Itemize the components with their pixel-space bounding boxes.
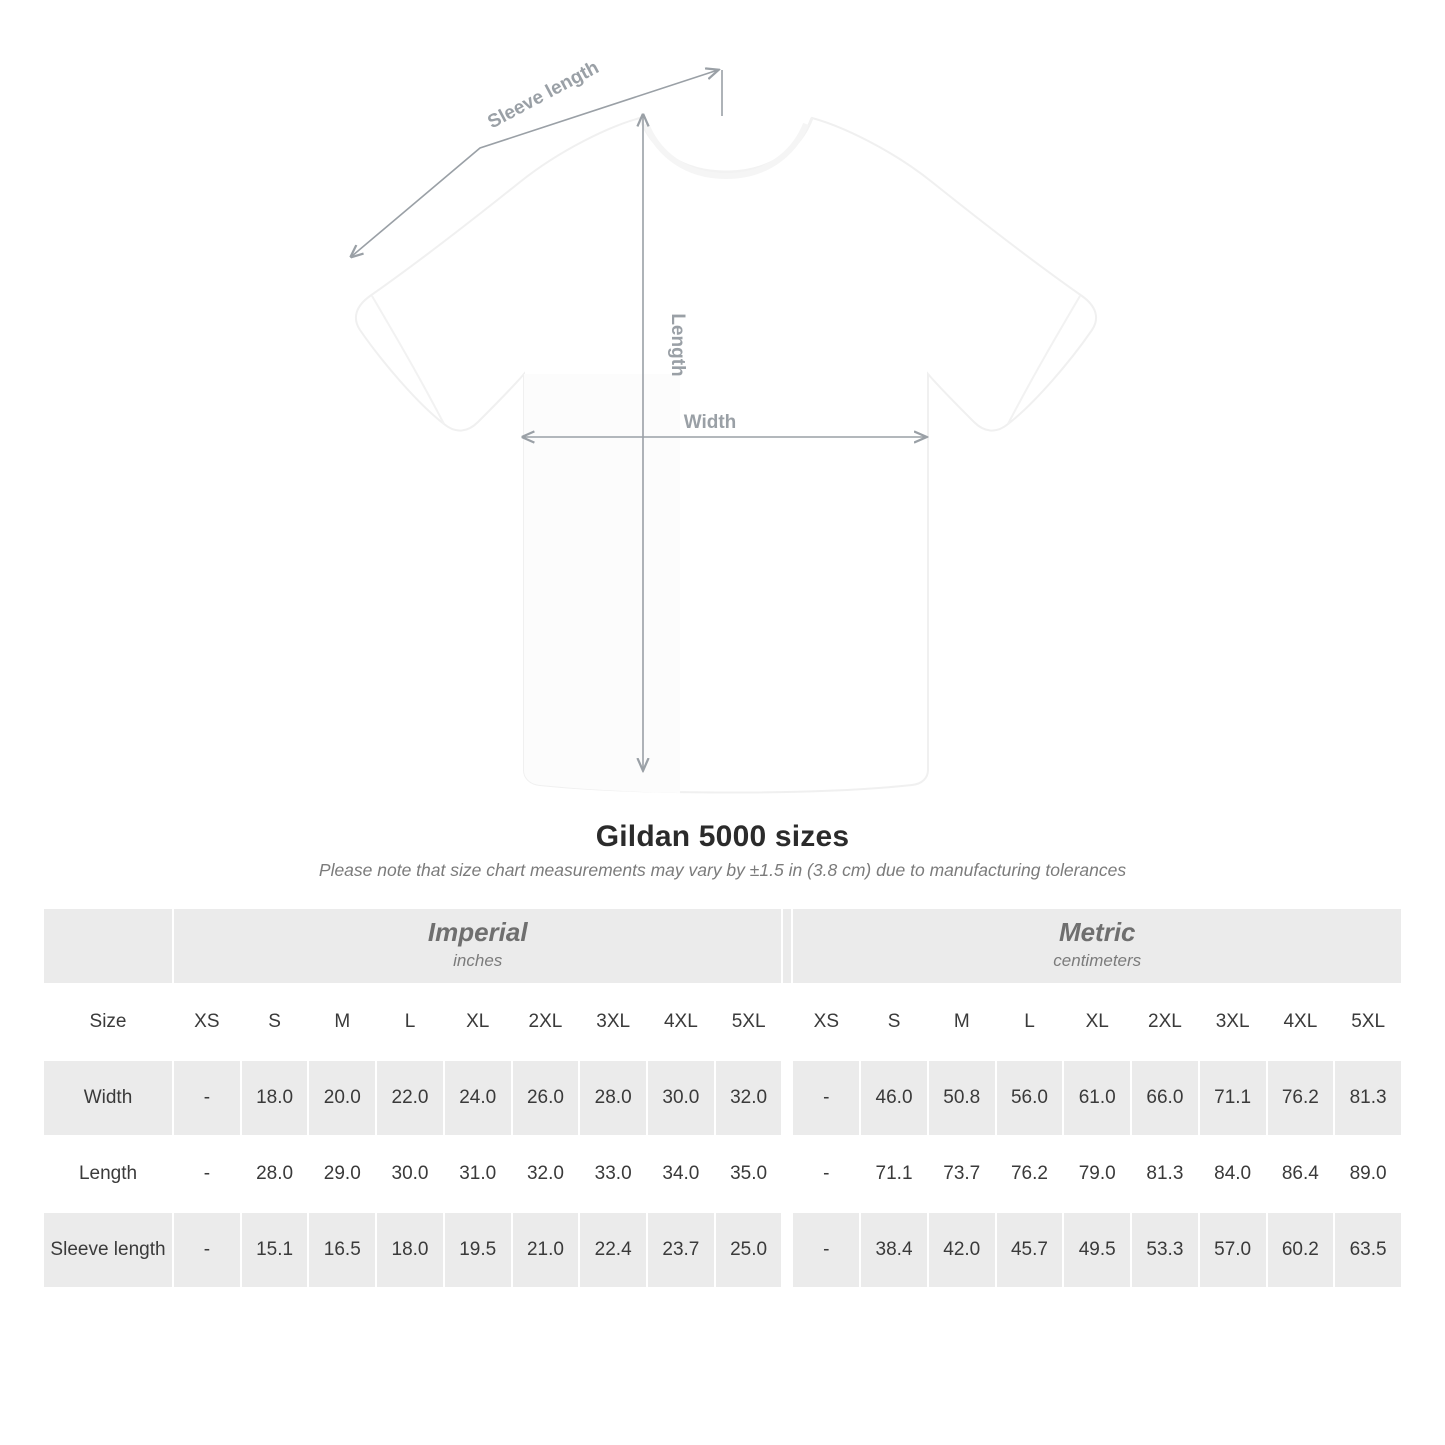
size-header-metric-6: 3XL bbox=[1199, 984, 1267, 1060]
cell-length-metric-2: 73.7 bbox=[928, 1136, 996, 1212]
cell-width-metric-6: 71.1 bbox=[1199, 1060, 1267, 1136]
size-header-metric-8: 5XL bbox=[1334, 984, 1402, 1060]
size-header-imperial-4: XL bbox=[444, 984, 512, 1060]
cell-width-metric-4: 61.0 bbox=[1063, 1060, 1131, 1136]
row-length-spacer bbox=[782, 1136, 792, 1212]
cell-length-metric-7: 86.4 bbox=[1267, 1136, 1335, 1212]
cell-length-imperial-2: 29.0 bbox=[308, 1136, 376, 1212]
cell-width-imperial-3: 22.0 bbox=[376, 1060, 444, 1136]
unit-imperial-name: Imperial bbox=[427, 917, 528, 948]
cell-length-metric-8: 89.0 bbox=[1334, 1136, 1402, 1212]
unit-header-imperial bbox=[173, 908, 782, 984]
cell-width-imperial-4: 24.0 bbox=[444, 1060, 512, 1136]
cell-width-metric-8: 81.3 bbox=[1334, 1060, 1402, 1136]
row-sleeve-spacer bbox=[782, 1212, 792, 1288]
cell-sleeve-metric-4: 49.5 bbox=[1063, 1212, 1131, 1288]
cell-length-imperial-3: 30.0 bbox=[376, 1136, 444, 1212]
sleeve-length-label: Sleeve length bbox=[484, 57, 603, 134]
size-header-metric-3: L bbox=[996, 984, 1064, 1060]
size-header-metric-0: XS bbox=[792, 984, 860, 1060]
size-header-imperial-3: L bbox=[376, 984, 444, 1060]
size-header-metric-7: 4XL bbox=[1267, 984, 1335, 1060]
cell-width-imperial-0: - bbox=[173, 1060, 241, 1136]
size-header-imperial-1: S bbox=[241, 984, 309, 1060]
length-label: Length bbox=[667, 313, 688, 377]
size-header-imperial-5: 2XL bbox=[512, 984, 580, 1060]
cell-length-imperial-1: 28.0 bbox=[241, 1136, 309, 1212]
cell-length-imperial-6: 33.0 bbox=[579, 1136, 647, 1212]
cell-width-metric-0: - bbox=[792, 1060, 860, 1136]
cell-width-imperial-5: 26.0 bbox=[512, 1060, 580, 1136]
unit-header-row bbox=[43, 908, 1402, 984]
size-header-imperial-0: XS bbox=[173, 984, 241, 1060]
table-row-length bbox=[43, 1136, 1402, 1212]
cell-width-metric-1: 46.0 bbox=[860, 1060, 928, 1136]
cell-sleeve-metric-0: - bbox=[792, 1212, 860, 1288]
unit-metric-sub: centimeters bbox=[1053, 951, 1142, 971]
table-row-width bbox=[43, 1060, 1402, 1136]
cell-sleeve-metric-3: 45.7 bbox=[996, 1212, 1064, 1288]
size-header-spacer bbox=[782, 984, 792, 1060]
unit-metric-name: Metric bbox=[1058, 917, 1136, 948]
size-table bbox=[42, 907, 1403, 1289]
size-header-metric-5: 2XL bbox=[1131, 984, 1199, 1060]
width-label: Width bbox=[683, 412, 737, 433]
page-title: Gildan 5000 sizes bbox=[595, 820, 850, 853]
cell-width-imperial-7: 30.0 bbox=[647, 1060, 715, 1136]
cell-sleeve-imperial-5: 21.0 bbox=[512, 1212, 580, 1288]
unit-imperial-sub: inches bbox=[453, 951, 503, 971]
row-label-width: Width bbox=[43, 1060, 173, 1136]
column-header-size: Size bbox=[43, 984, 173, 1060]
cell-length-imperial-8: 35.0 bbox=[715, 1136, 783, 1212]
cell-sleeve-imperial-8: 25.0 bbox=[715, 1212, 783, 1288]
cell-width-imperial-1: 18.0 bbox=[241, 1060, 309, 1136]
row-label-length: Length bbox=[43, 1136, 173, 1212]
cell-sleeve-imperial-1: 15.1 bbox=[241, 1212, 309, 1288]
cell-length-imperial-4: 31.0 bbox=[444, 1136, 512, 1212]
cell-sleeve-metric-6: 57.0 bbox=[1199, 1212, 1267, 1288]
cell-length-imperial-0: - bbox=[173, 1136, 241, 1212]
unit-header-spacer bbox=[782, 908, 792, 984]
tolerance-note: Please note that size chart measurements may vary by ±1.5 in (3.8 cm) due to manufacturing tolerances bbox=[318, 860, 1127, 880]
cell-width-imperial-6: 28.0 bbox=[579, 1060, 647, 1136]
size-header-metric-1: S bbox=[860, 984, 928, 1060]
size-header-imperial-8: 5XL bbox=[715, 984, 783, 1060]
cell-width-metric-7: 76.2 bbox=[1267, 1060, 1335, 1136]
cell-length-metric-6: 84.0 bbox=[1199, 1136, 1267, 1212]
cell-sleeve-metric-7: 60.2 bbox=[1267, 1212, 1335, 1288]
size-table-wrap bbox=[0, 907, 1445, 1289]
size-header-imperial-2: M bbox=[308, 984, 376, 1060]
cell-width-metric-5: 66.0 bbox=[1131, 1060, 1199, 1136]
row-label-sleeve-length: Sleeve length bbox=[43, 1212, 173, 1288]
size-header-row bbox=[43, 984, 1402, 1060]
cell-length-metric-1: 71.1 bbox=[860, 1136, 928, 1212]
cell-sleeve-imperial-2: 16.5 bbox=[308, 1212, 376, 1288]
cell-sleeve-imperial-7: 23.7 bbox=[647, 1212, 715, 1288]
cell-width-metric-3: 56.0 bbox=[996, 1060, 1064, 1136]
row-width-spacer bbox=[782, 1060, 792, 1136]
cell-width-imperial-2: 20.0 bbox=[308, 1060, 376, 1136]
cell-length-imperial-7: 34.0 bbox=[647, 1136, 715, 1212]
size-header-imperial-6: 3XL bbox=[579, 984, 647, 1060]
unit-header-metric bbox=[792, 908, 1402, 984]
size-header-metric-2: M bbox=[928, 984, 996, 1060]
cell-sleeve-metric-5: 53.3 bbox=[1131, 1212, 1199, 1288]
unit-header-blank bbox=[43, 908, 173, 984]
cell-sleeve-imperial-6: 22.4 bbox=[579, 1212, 647, 1288]
cell-sleeve-imperial-0: - bbox=[173, 1212, 241, 1288]
table-row-sleeve-length bbox=[43, 1212, 1402, 1288]
size-header-metric-4: XL bbox=[1063, 984, 1131, 1060]
cell-width-imperial-8: 32.0 bbox=[715, 1060, 783, 1136]
cell-width-metric-2: 50.8 bbox=[928, 1060, 996, 1136]
cell-sleeve-imperial-3: 18.0 bbox=[376, 1212, 444, 1288]
cell-sleeve-metric-8: 63.5 bbox=[1334, 1212, 1402, 1288]
cell-length-metric-3: 76.2 bbox=[996, 1136, 1064, 1212]
cell-sleeve-imperial-4: 19.5 bbox=[444, 1212, 512, 1288]
tshirt-shape bbox=[356, 118, 1096, 793]
cell-length-metric-0: - bbox=[792, 1136, 860, 1212]
size-header-imperial-7: 4XL bbox=[647, 984, 715, 1060]
cell-length-metric-4: 79.0 bbox=[1063, 1136, 1131, 1212]
cell-sleeve-metric-1: 38.4 bbox=[860, 1212, 928, 1288]
cell-sleeve-metric-2: 42.0 bbox=[928, 1212, 996, 1288]
cell-length-metric-5: 81.3 bbox=[1131, 1136, 1199, 1212]
cell-length-imperial-5: 32.0 bbox=[512, 1136, 580, 1212]
